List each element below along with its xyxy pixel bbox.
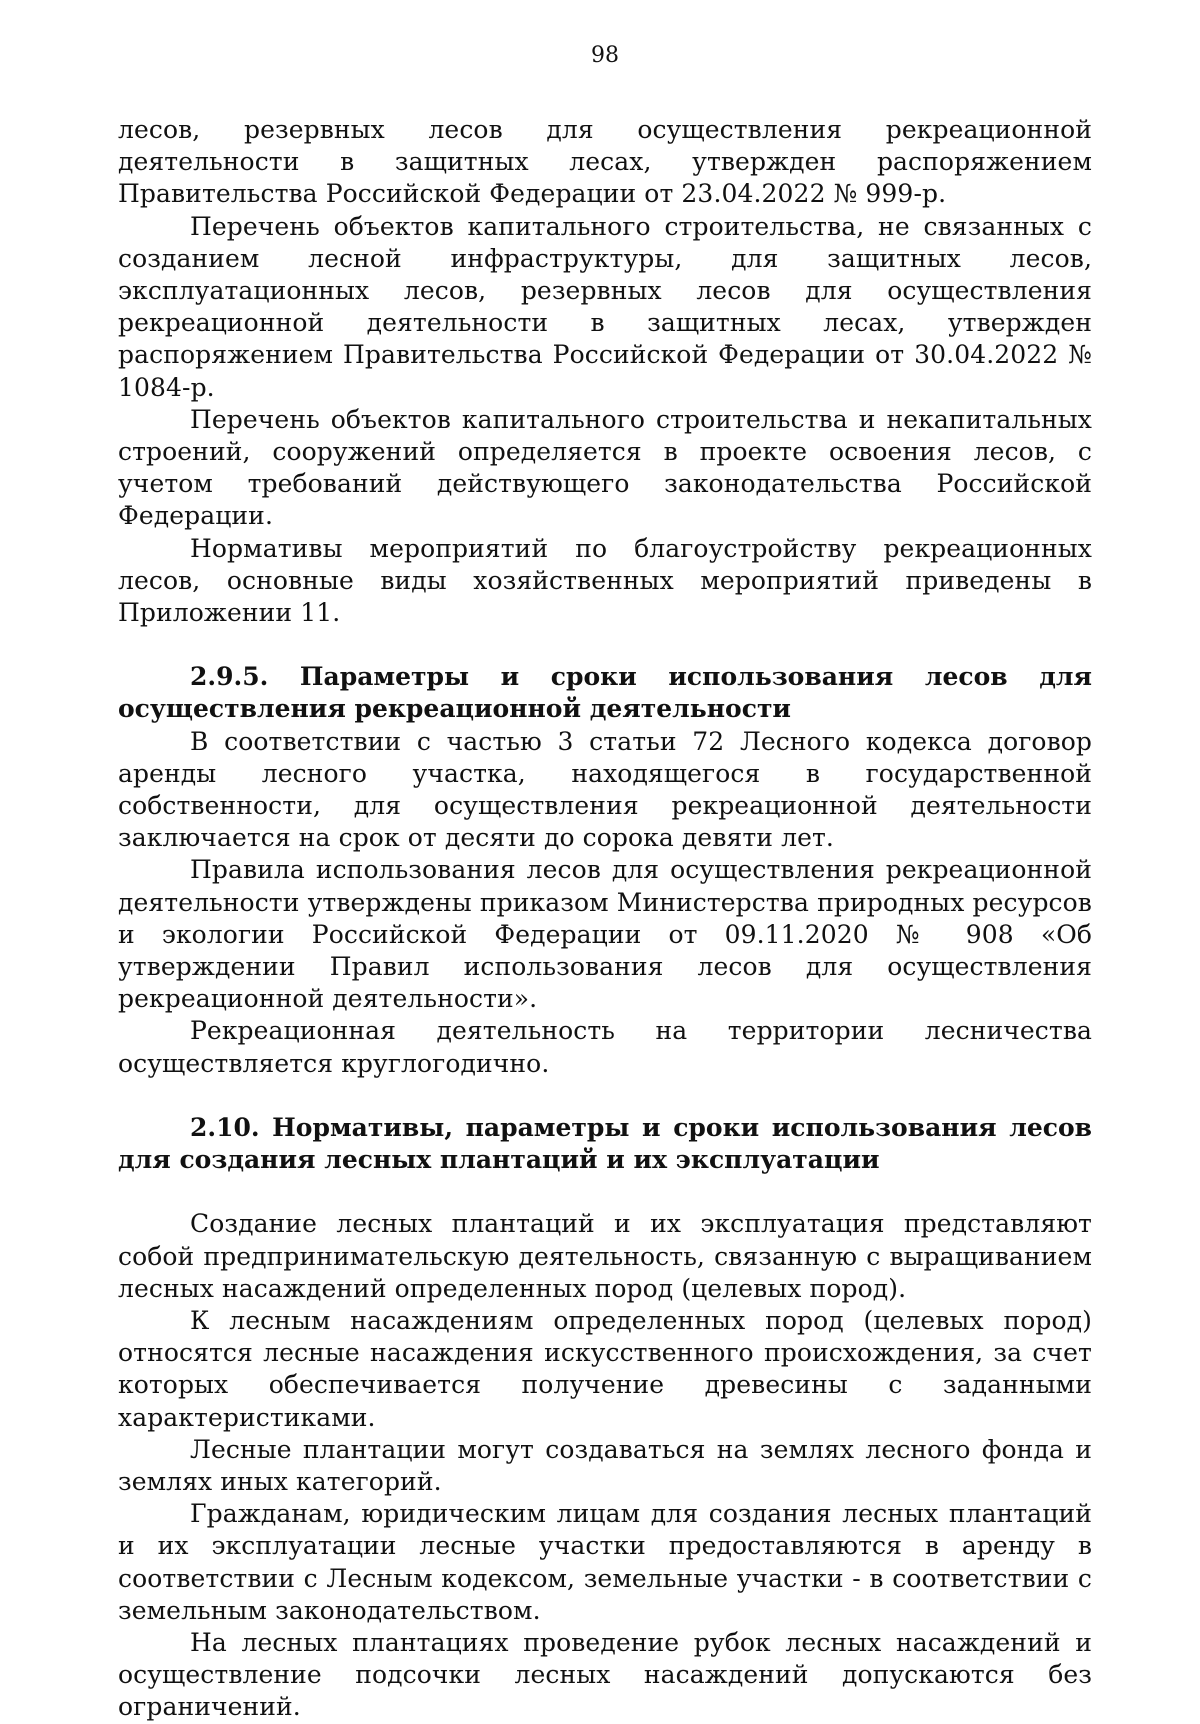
paragraph: Перечень объектов капитального строительства, не связанных с созданием лесной инфраструктуры, для защитных лесов, эксплуатационных лесов, резервных лесов для осуществления рекреационной деятельности в защитных лесах, утвержден распоряжением Правительства Российской Федерации от 30.04.2022 № 1084-р. [118, 211, 1092, 402]
paragraph: Рекреационная деятельность на территории лесничества осуществляется круглогодично. [118, 1016, 1092, 1078]
paragraph: На лесных плантациях проведение рубок лесных насаждений и осуществление подсочки лесных насаждений допускаются без ограничений. [118, 1627, 1092, 1722]
page-content [118, 114, 1092, 1724]
section-heading-2-9-5: 2.9.5. Параметры и сроки использования лесов для осуществления рекреационной деятельности [118, 662, 1092, 724]
paragraph: К лесным насаждениям определенных пород (целевых пород) относятся лесные насаждения искусственного происхождения, за счет которых обеспечивается получение древесины с заданными характеристиками. [118, 1305, 1092, 1432]
paragraph: Создание лесных плантаций и их эксплуатация представляют собой предпринимательскую деятельность, связанную с выращиванием лесных насаждений определенных пород (целевых пород). [118, 1209, 1092, 1303]
paragraph: Гражданам, юридическим лицам для создания лесных плантаций и их эксплуатации лесные участки предоставляются в аренду в соответствии с Лесным кодексом, земельные участки - в соответствии с земельным законодательством. [118, 1499, 1092, 1625]
section-spacer [118, 629, 1092, 661]
heading-spacer [118, 1176, 1092, 1208]
paragraph: Правила использования лесов для осуществления рекреационной деятельности утверждены приказом Министерства природных ресурсов и экологии Российской Федерации от 09.11.2020 № 908 «Об утверждении Правил использования лесов для осуществления рекреационной деятельности». [118, 855, 1092, 1014]
paragraph: лесов, резервных лесов для осуществления рекреационной деятельности в защитных лесах, утвержден распоряжением Правительства Российской Федерации от 23.04.2022 № 999-р. [118, 115, 1092, 209]
paragraph: Перечень объектов капитального строительства и некапитальных строений, сооружений определяется в проекте освоения лесов, с учетом требований действующего законодательства Российской Федерации. [118, 404, 1092, 531]
section-heading-2-10: 2.10. Нормативы, параметры и сроки использования лесов для создания лесных плантаций и их эксплуатации [118, 1112, 1092, 1175]
paragraph: В соответствии с частью 3 статьи 72 Лесного кодекса договор аренды лесного участка, находящегося в государственной собственности, для осуществления рекреационной деятельности заключается на срок от десяти до сорока девяти лет. [118, 726, 1092, 853]
paragraph: Лесные плантации могут создаваться на землях лесного фонда и землях иных категорий. [118, 1434, 1092, 1496]
paragraph: Нормативы мероприятий по благоустройству рекреационных лесов, основные виды хозяйственных мероприятий приведены в Приложении 11. [118, 533, 1092, 628]
page-number: 98 [591, 43, 619, 68]
section-spacer [118, 1080, 1092, 1112]
